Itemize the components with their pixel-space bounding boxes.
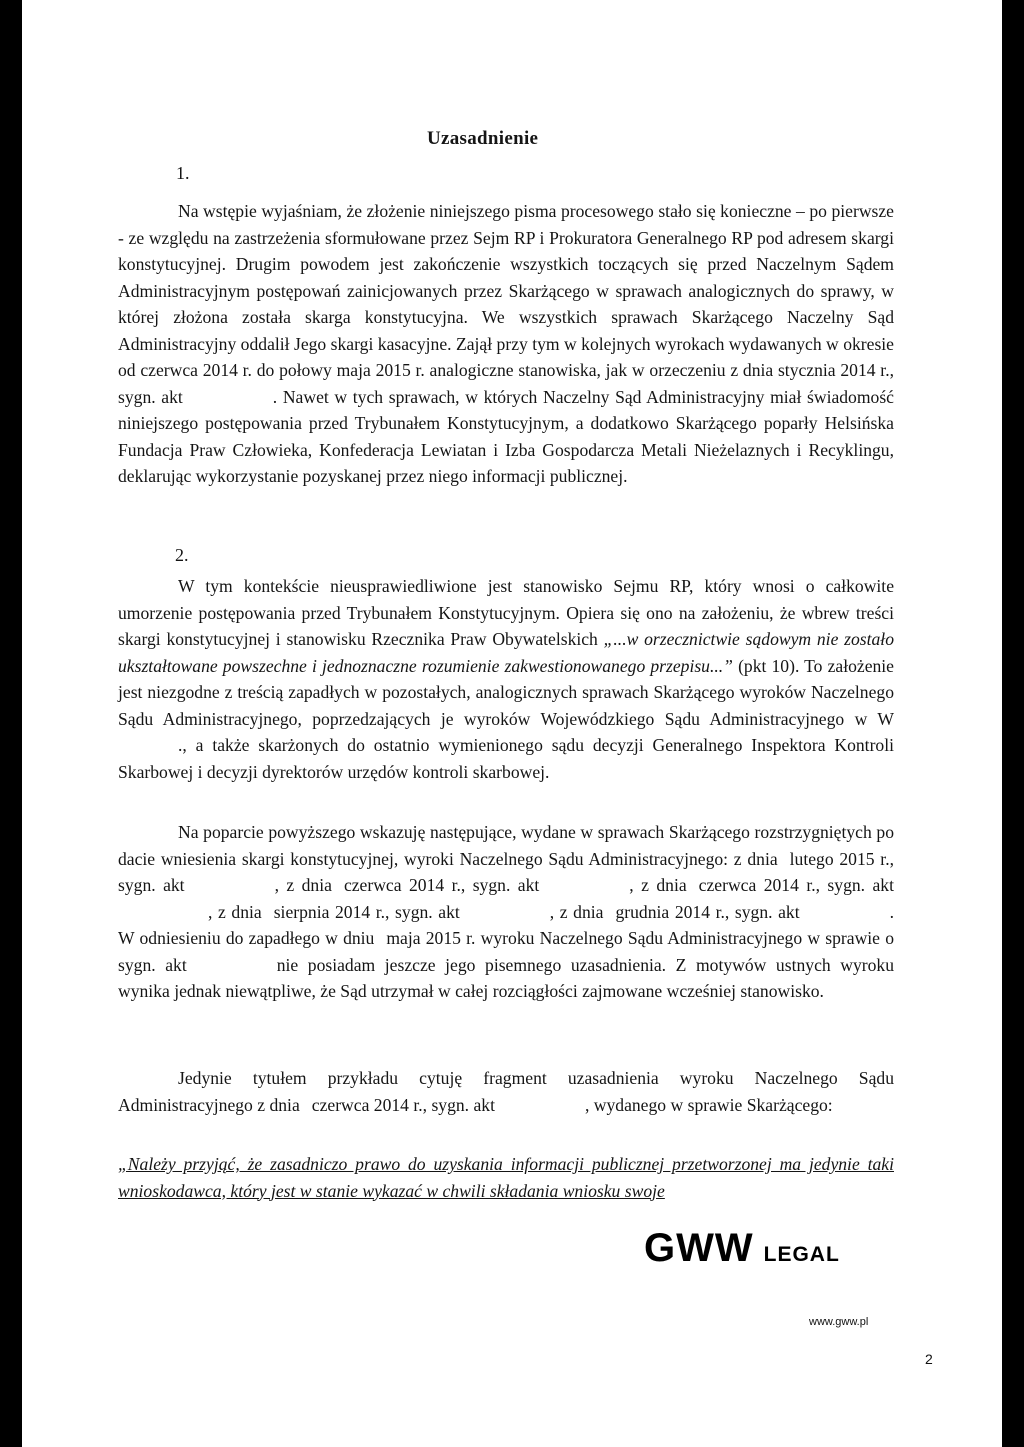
paragraph-text: . W odniesieniu do zapadłego w dniu <box>118 901 895 948</box>
section-2-paragraph-3 <box>118 1065 894 1118</box>
footer-band <box>22 1208 1002 1290</box>
section-number: 2. <box>175 545 189 565</box>
paragraph-text: . Nawet w tych sprawach, w których Naczelny Sąd Administracyjny miał świadomość niniejszego postępowania przed Trybunałem Konstytucyjnym, a dodatkowo Skarżącego poparły Helsińska Fundacja Praw Człowieka, Konfederacja Lewiatan i Izba Gospodarcza Metali Nieżelaznych i Recyklingu, deklarując wykorzystanie pozyskanej przez niego informacji publicznej. <box>118 386 894 486</box>
paragraph-text: czerwca 2014 r., sygn. akt <box>698 875 894 895</box>
paragraph-text: czerwca 2014 r., sygn. akt <box>343 875 540 895</box>
paragraph-text: grudnia 2014 r., sygn. akt <box>615 901 800 922</box>
paragraph-text: , z dnia <box>549 901 604 922</box>
court-quote: „Należy przyjąć, że zasadniczo prawo do uzyskania informacji publicznej przetworzonej ma jedynie taki wnioskodawca, który jest w stanie wykazać w chwili składania wniosku swoje <box>118 1154 894 1201</box>
logo-subtitle: LEGAL <box>763 1243 840 1266</box>
paragraph-text: , z dnia <box>274 875 332 895</box>
document-title: Uzasadnienie <box>427 128 539 149</box>
paragraph-text: , z dnia <box>629 875 687 895</box>
logo-mark: GWW <box>644 1226 754 1270</box>
section-2-paragraph-2 <box>118 819 894 1005</box>
page-number: 2 <box>925 1351 933 1367</box>
paragraph-text: czerwca 2014 r., sygn. akt <box>311 1094 495 1115</box>
paragraph-text: (pkt 10). To założenie jest niezgodne z treścią zapadłych w pozostałych, analogicznych sprawach Skarżącego wyroków Naczelnego Sądu Administracyjnego, poprzedzających je wyroków Wojewódzkiego Sądu Administracyjnego w W <box>118 655 894 729</box>
document-page <box>22 0 1002 1447</box>
section-1-paragraph <box>118 198 894 490</box>
paragraph-text: lutego 2015 r., sygn. akt <box>118 848 894 895</box>
paragraph-text: W tym kontekście nieusprawiedliwione jest stanowisko Sejmu RP, który wnosi o całkowite umorzenie postępowania przed Trybunałem Konstytucyjnym. Opiera się ono na założeniu, że wbrew treści skargi konstytucyjnej i stanowisku Rzecznika Praw Obywatelskich <box>118 576 894 649</box>
section-2-paragraph-1 <box>118 573 894 785</box>
paragraph-text: ., a także skarżonych do ostatnio wymienionego sądu decyzji Generalnego Inspektora Kontroli Skarbowej i decyzji dyrektorów urzędów kontroli skarbowej. <box>118 735 894 782</box>
paragraph-text: , z dnia <box>208 901 262 922</box>
paragraph-text: Jedynie tytułem przykładu cytuję fragment uzasadnienia wyroku Naczelnego Sądu Administracyjnego z dnia <box>118 1068 894 1115</box>
gww-legal-logo <box>644 1226 840 1271</box>
website-link[interactable]: www.gww.pl <box>809 1316 869 1328</box>
paragraph-text: sierpnia 2014 r., sygn. akt <box>273 901 460 922</box>
section-number: 1. <box>176 163 190 183</box>
inline-quote: „...w orzecznictwie sądowym nie zostało ukształtowane powszechne i jednoznaczne rozumienie zakwestionowanego przepisu...” <box>118 629 894 676</box>
paragraph-text: , wydanego w sprawie Skarżącego: <box>584 1094 833 1115</box>
paragraph-text: Na wstępie wyjaśniam, że złożenie niniejszego pisma procesowego stało się konieczne – po pierwsze - ze względu na zastrzeżenia sformułowane przez Sejm RP i Prokuratora Generalnego RP pod adresem skargi konstytucyjnej. Drugim powodem jest zakończenie wszystkich toczących się przed Naczelnym Sądem Administracyjnym postępowań zainicjowanych przez Skarżącego w sprawach analogicznych do sprawy, w której złożona została skarga konstytucyjna. We wszystkich sprawach Skarżącego Naczelny Sąd Administracyjny oddalił Jego skargi kasacyjne. Zajął przy tym w kolejnych wyrokach wydawanych w okresie od czerwca 2014 r. do połowy maja 2015 r. analogiczne stanowiska, jak w orzeczeniu z dnia stycznia 2014 r., sygn. akt <box>118 201 894 407</box>
paragraph-text: Na poparcie powyższego wskazuję następujące, wydane w sprawach Skarżącego rozstrzygniętych po dacie wniesienia skargi konstytucyjnej, wyroki Naczelnego Sądu Administracyjnego: z dnia <box>118 822 894 869</box>
paragraph-text: maja 2015 r. wyroku Naczelnego Sądu Administracyjnego w sprawie o sygn. akt <box>118 928 894 975</box>
paragraph-text: nie posiadam jeszcze jego pisemnego uzasadnienia. Z motywów ustnych wyroku wynika jednak niewątpliwe, że Sąd utrzymał w całej rozciągłości zajmowane wcześniej stanowisko. <box>118 954 894 1001</box>
